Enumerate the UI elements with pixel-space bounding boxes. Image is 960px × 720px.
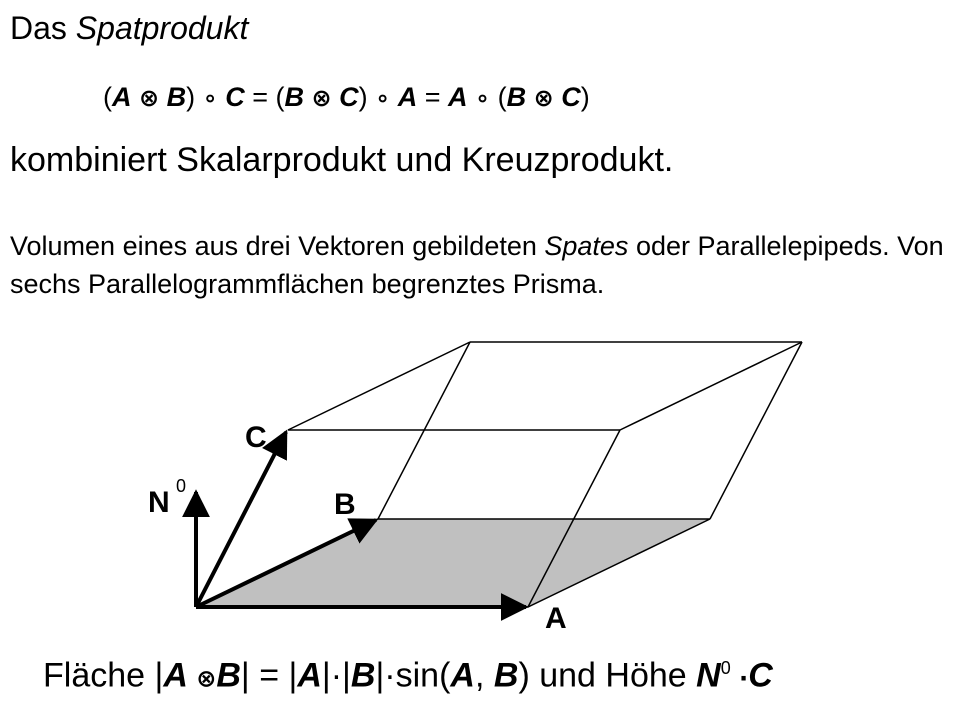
formula-token: ) xyxy=(186,82,196,112)
label-n-superscript: 0 xyxy=(176,476,187,496)
caption-text: |·| xyxy=(321,656,351,695)
caption-text: | = | xyxy=(240,656,298,695)
dot-product-symbol: ∘ xyxy=(375,84,391,112)
caption-token: A xyxy=(163,656,188,695)
formula-token: B xyxy=(166,82,187,112)
formula-token: B xyxy=(284,82,305,112)
cross-product-symbol: ⊗ xyxy=(311,84,332,112)
edge-top-4 xyxy=(288,342,470,430)
area-height-caption xyxy=(43,645,773,701)
base-parallelogram xyxy=(196,519,710,607)
caption-text: Fläche | xyxy=(43,656,164,695)
paragraph-text: oder Parallelepipeds. Von sechs Parallelogrammflächen begrenztes Prisma. xyxy=(10,231,952,299)
dot-product-symbol: · xyxy=(730,664,749,693)
caption-token: B xyxy=(216,656,241,695)
title-plain: Das xyxy=(10,10,76,46)
caption-token: A xyxy=(450,656,475,695)
formula-token: = xyxy=(252,82,268,112)
formula-token: C xyxy=(561,82,581,112)
caption-text: |·sin( xyxy=(375,656,451,695)
dot-product-symbol: ∘ xyxy=(475,84,491,112)
caption-token: C xyxy=(748,656,773,695)
formula-token: ( xyxy=(103,82,112,112)
caption-text: , xyxy=(474,656,494,695)
caption-token: B xyxy=(350,656,376,695)
formula-token: A xyxy=(397,82,418,112)
cross-product-symbol: ⊗ xyxy=(533,84,554,112)
formula-token: ( xyxy=(497,82,507,112)
paragraph-italic: Spates xyxy=(544,231,629,261)
cross-product-symbol: ⊗ xyxy=(187,664,217,693)
formula-token: ( xyxy=(275,82,285,112)
dot-product-symbol: ∘ xyxy=(202,84,218,112)
formula-token: C xyxy=(339,82,359,112)
formula-token: A xyxy=(448,82,468,112)
formula-token: B xyxy=(506,82,527,112)
formula-token: = xyxy=(424,82,441,112)
cross-product-symbol: ⊗ xyxy=(139,84,160,112)
subtitle: kombiniert Skalarprodukt und Kreuzprodukt. xyxy=(10,141,674,179)
formula-token: A xyxy=(112,82,132,112)
caption-token: N xyxy=(696,656,721,695)
formula-token: ) xyxy=(358,82,368,112)
label-b: B xyxy=(334,488,356,521)
edge-top-2 xyxy=(620,342,802,430)
paragraph-text: Volumen eines aus drei Vektoren gebildeten xyxy=(10,231,545,261)
title-italic: Spatprodukt xyxy=(75,10,249,46)
label-n: N xyxy=(148,486,170,519)
edge-vertical-2 xyxy=(710,342,802,519)
formula-token: ) xyxy=(580,82,590,112)
label-c: C xyxy=(245,421,267,454)
caption-superscript: 0 xyxy=(720,658,731,678)
caption-text: ) und Höhe xyxy=(518,656,697,695)
label-a: A xyxy=(545,602,567,635)
caption-token: B xyxy=(493,656,519,695)
formula-token: C xyxy=(225,82,245,112)
caption-token: A xyxy=(297,656,322,695)
